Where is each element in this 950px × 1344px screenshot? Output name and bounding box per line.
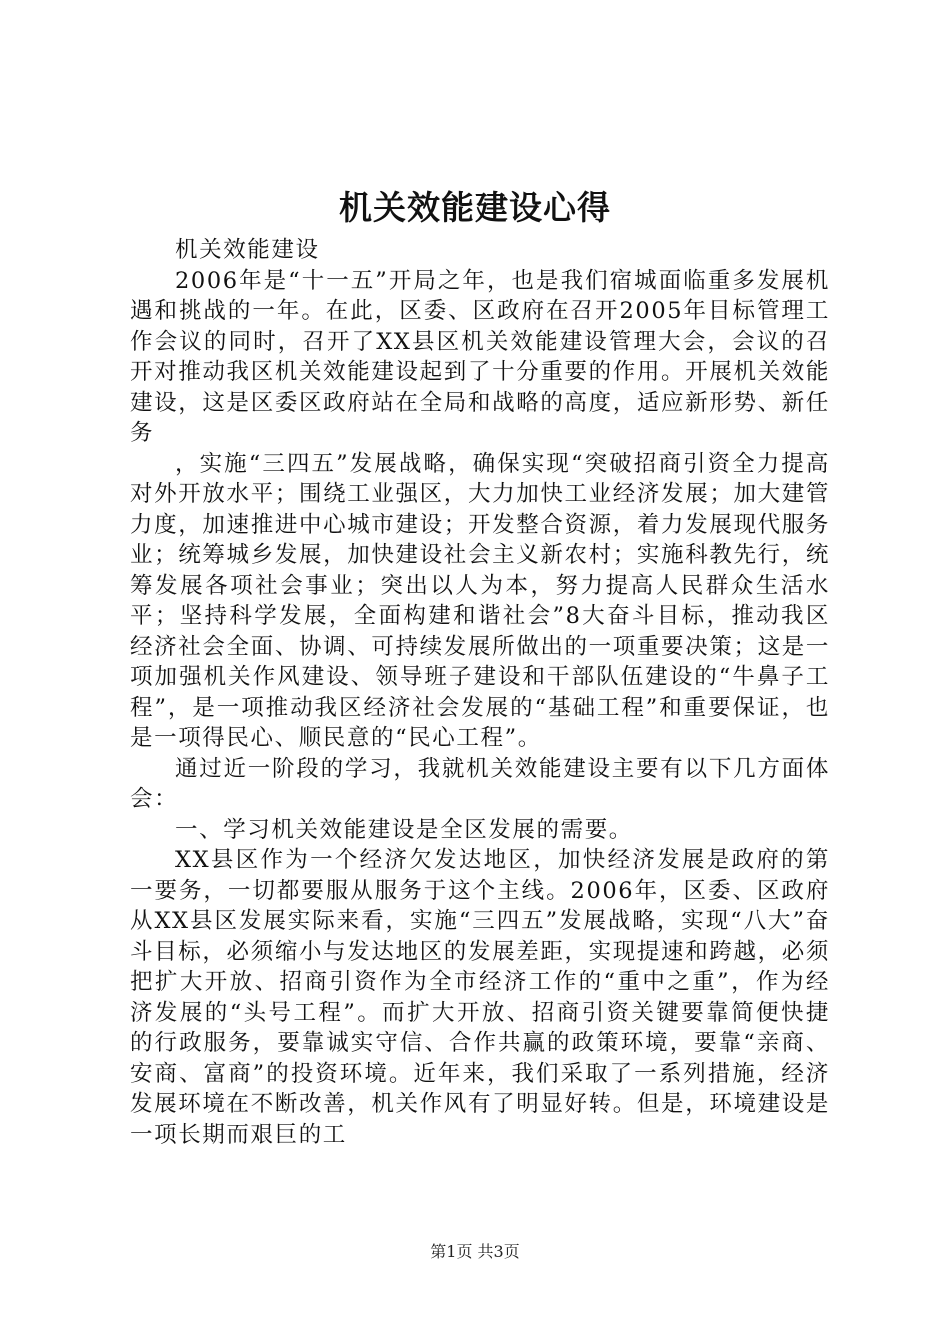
document-title: 机关效能建设心得 (339, 188, 611, 227)
paragraph-intro: 2006年是“十一五”开局之年，也是我们宿城面临重多发展机遇和挑战的一年。在此，区委、区政府在召开2005年目标管理工作会议的同时，召开了XX县区机关效能建设管理大会，会议的召开对推动我区机关效能建设起到了十分重要的作用。开展机关效能建设，这是区委区政府站在全局和战略的高度，适应新形势、新任务 (130, 267, 830, 446)
paragraph-section-1: XX县区作为一个经济欠发达地区，加快经济发展是政府的第一要务，一切都要服从服务于这个主线。2006年，区委、区政府从XX县区发展实际来看，实施“三四五”发展战略，实现“八大”奋斗目标，必须缩小与发达地区的发展差距，实现提速和跨越，必须把扩大开放、招商引资作为全市经济工作的“重中之重”，作为经济发展的“头号工程”。而扩大开放、招商引资关键要靠简便快捷的行政服务，要靠诚实守信、合作共赢的政策环境，要靠“亲商、安商、富商”的投资环境。近年来，我们采取了一系列措施，经济发展环境在不断改善，机关作风有了明显好转。但是，环境建设是一项长期而艰巨的工 (130, 847, 830, 1148)
paragraph-subtitle: 机关效能建设 (175, 237, 320, 263)
section-heading-1: 一、学习机关效能建设是全区发展的需要。 (175, 816, 633, 843)
document-body (130, 235, 830, 1150)
paragraph-strategy: ，实施“三四五”发展战略，确保实现“突破招商引资全力提高对外开放水平；围绕工业强区，大力加快工业经济发展；加大建管力度，加速推进中心城市建设；开发整合资源，着力发展现代服务业；统筹城乡发展，加快建设社会主义新农村；实施科教先行，统筹发展各项社会事业；突出以人为本，努力提高人民群众生活水平；坚持科学发展，全面构建和谐社会”8大奋斗目标，推动我区经济社会全面、协调、可持续发展所做出的一项重要决策；这是一项加强机关作风建设、领导班子建设和干部队伍建设的“牛鼻子工程”，是一项推动我区经济社会发展的“基础工程”和重要保证，也是一项得民心、顺民意的“民心工程”。 (130, 450, 830, 751)
page-footer: 第1页 共3页 (430, 1242, 520, 1261)
paragraph-experience: 通过近一阶段的学习，我就机关效能建设主要有以下几方面体会： (130, 755, 830, 812)
